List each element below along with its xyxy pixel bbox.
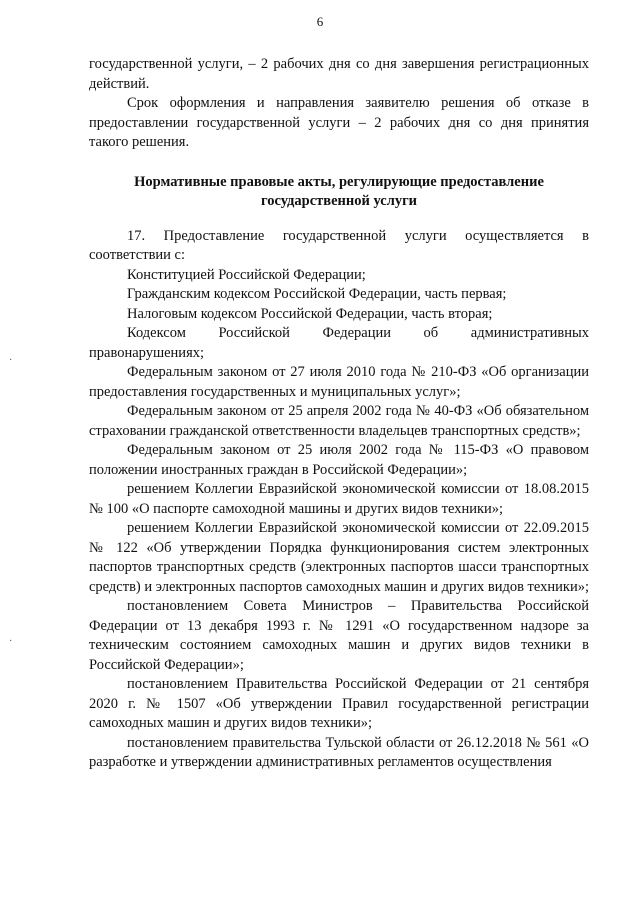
list-item: постановлением правительства Тульской области от 26.12.2018 № 561 «О разработке и утверждении административных регламентов осуществления	[89, 734, 589, 770]
paragraph: 17. Предоставление государственной услуги осуществляется в соответствии с:	[89, 227, 589, 263]
list-item: постановлением Правительства Российской Федерации от 21 сентября 2020 г. № 1507 «Об утверждении Правил государственной регистрации самоходных машин и других видов техники»;	[89, 676, 589, 731]
list-item: решением Коллегии Евразийской экономической комиссии от 22.09.2015 № 122 «Об утверждении Порядка функционирования систем электронных паспортов транспортных средств (электронных паспортов шасси транспортных средств) и электронных паспортов самоходных машин и других видов техники»;	[89, 520, 589, 595]
list-item: постановлением Совета Министров – Правительства Российской Федерации от 13 декабря 1993 г. № 1291 «О государственном надзоре за техническим состоянием самоходных машин и других видов техники в Российской Федерации»;	[89, 598, 589, 673]
list-item: Федеральным законом от 27 июля 2010 года № 210-ФЗ «Об организации предоставления государственных и муниципальных услуг»;	[89, 364, 589, 400]
list-item: Федеральным законом от 25 июля 2002 года № 115-ФЗ «О правовом положении иностранных граждан в Российской Федерации»;	[89, 442, 589, 478]
list-item: Гражданским кодексом Российской Федерации, часть первая;	[127, 286, 507, 302]
paragraph: государственной услуги, – 2 рабочих дня со дня завершения регистрационных действий.	[89, 56, 589, 92]
margin-mark: ·	[9, 636, 13, 647]
section-heading: Нормативные правовые акты, регулирующие предоставление государственной услуги	[134, 173, 544, 209]
paragraph: Срок оформления и направления заявителю решения об отказе в предоставлении государственной услуги – 2 рабочих дня со дня принятия такого решения.	[89, 95, 589, 150]
document-body	[89, 55, 589, 773]
margin-mark: ·	[9, 355, 13, 366]
list-item: Федеральным законом от 25 апреля 2002 года № 40-ФЗ «Об обязательном страховании гражданской ответственности владельцев транспортных средств»;	[89, 403, 589, 439]
list-item: Налоговым кодексом Российской Федерации, часть вторая;	[127, 305, 493, 322]
page-number: 6	[316, 14, 324, 29]
list-item: Кодексом Российской Федерации об административных правонарушениях;	[89, 325, 589, 361]
list-item: Конституцией Российской Федерации;	[127, 266, 366, 283]
list-item: решением Коллегии Евразийской экономической комиссии от 18.08.2015 № 100 «О паспорте самоходной машины и других видов техники»;	[89, 481, 589, 517]
